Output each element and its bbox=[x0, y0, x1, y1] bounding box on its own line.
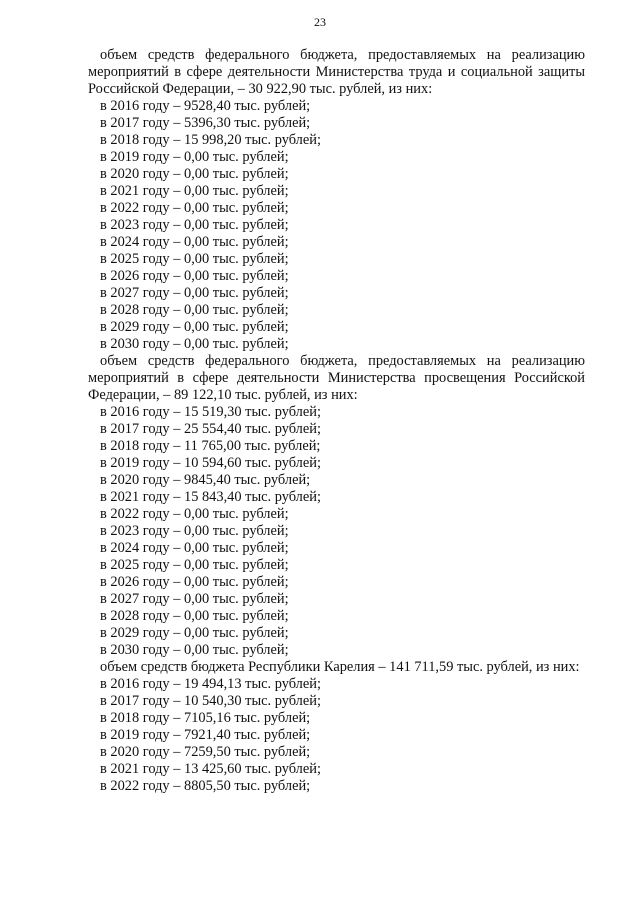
list-item: в 2026 году – 0,00 тыс. рублей; bbox=[100, 268, 289, 284]
list-item: в 2028 году – 0,00 тыс. рублей; bbox=[100, 608, 289, 624]
section-minprosv-funding bbox=[88, 353, 585, 659]
section-karelia-funding bbox=[88, 659, 585, 795]
list-item: в 2019 году – 10 594,60 тыс. рублей; bbox=[100, 455, 321, 471]
list-item: в 2024 году – 0,00 тыс. рублей; bbox=[100, 234, 289, 250]
list-item: в 2021 году – 13 425,60 тыс. рублей; bbox=[100, 761, 321, 777]
list-item: в 2023 году – 0,00 тыс. рублей; bbox=[100, 217, 289, 233]
list-item: в 2018 году – 15 998,20 тыс. рублей; bbox=[100, 132, 321, 148]
list-item: в 2027 году – 0,00 тыс. рублей; bbox=[100, 591, 289, 607]
list-item: в 2018 году – 11 765,00 тыс. рублей; bbox=[100, 438, 321, 454]
list-item: в 2017 году – 25 554,40 тыс. рублей; bbox=[100, 421, 321, 437]
list-item: в 2026 году – 0,00 тыс. рублей; bbox=[100, 574, 289, 590]
list-item: в 2018 году – 7105,16 тыс. рублей; bbox=[100, 710, 311, 726]
list-item: в 2024 году – 0,00 тыс. рублей; bbox=[100, 540, 289, 556]
list-item: в 2022 году – 0,00 тыс. рублей; bbox=[100, 506, 289, 522]
list-item: в 2029 году – 0,00 тыс. рублей; bbox=[100, 625, 289, 641]
list-item: в 2022 году – 8805,50 тыс. рублей; bbox=[100, 778, 311, 794]
list-item: в 2019 году – 7921,40 тыс. рублей; bbox=[100, 727, 311, 743]
list-item: в 2023 году – 0,00 тыс. рублей; bbox=[100, 523, 289, 539]
list-item: в 2020 году – 9845,40 тыс. рублей; bbox=[100, 472, 311, 488]
list-item: в 2017 году – 5396,30 тыс. рублей; bbox=[100, 115, 311, 131]
document-body bbox=[88, 47, 585, 795]
section-intro: объем средств федерального бюджета, предоставляемых на реализацию мероприятий в сфере деятельности Министерства труда и социальной защиты Российской Федерации, – 30 922,90 тыс. рублей, из них: bbox=[88, 47, 585, 97]
list-item: в 2025 году – 0,00 тыс. рублей; bbox=[100, 557, 289, 573]
yearly-amounts-list bbox=[88, 676, 585, 795]
yearly-amounts-list bbox=[88, 404, 585, 659]
list-item: в 2021 году – 15 843,40 тыс. рублей; bbox=[100, 489, 321, 505]
list-item: в 2016 году – 9528,40 тыс. рублей; bbox=[100, 98, 311, 114]
list-item: в 2016 году – 15 519,30 тыс. рублей; bbox=[100, 404, 321, 420]
section-intro: объем средств бюджета Республики Карелия – 141 711,59 тыс. рублей, из них: bbox=[100, 659, 580, 675]
list-item: в 2020 году – 0,00 тыс. рублей; bbox=[100, 166, 289, 182]
yearly-amounts-list bbox=[88, 98, 585, 353]
list-item: в 2030 году – 0,00 тыс. рублей; bbox=[100, 336, 289, 352]
list-item: в 2021 году – 0,00 тыс. рублей; bbox=[100, 183, 289, 199]
section-intro: объем средств федерального бюджета, предоставляемых на реализацию мероприятий в сфере деятельности Министерства просвещения Российской Федерации, – 89 122,10 тыс. рублей, из них: bbox=[88, 353, 585, 403]
list-item: в 2030 году – 0,00 тыс. рублей; bbox=[100, 642, 289, 658]
list-item: в 2025 году – 0,00 тыс. рублей; bbox=[100, 251, 289, 267]
section-mintrud-funding bbox=[88, 47, 585, 353]
list-item: в 2027 году – 0,00 тыс. рублей; bbox=[100, 285, 289, 301]
list-item: в 2028 году – 0,00 тыс. рублей; bbox=[100, 302, 289, 318]
list-item: в 2020 году – 7259,50 тыс. рублей; bbox=[100, 744, 311, 760]
list-item: в 2016 году – 19 494,13 тыс. рублей; bbox=[100, 676, 321, 692]
list-item: в 2022 году – 0,00 тыс. рублей; bbox=[100, 200, 289, 216]
list-item: в 2029 году – 0,00 тыс. рублей; bbox=[100, 319, 289, 335]
list-item: в 2017 году – 10 540,30 тыс. рублей; bbox=[100, 693, 321, 709]
list-item: в 2019 году – 0,00 тыс. рублей; bbox=[100, 149, 289, 165]
page-number: 23 bbox=[314, 15, 326, 29]
